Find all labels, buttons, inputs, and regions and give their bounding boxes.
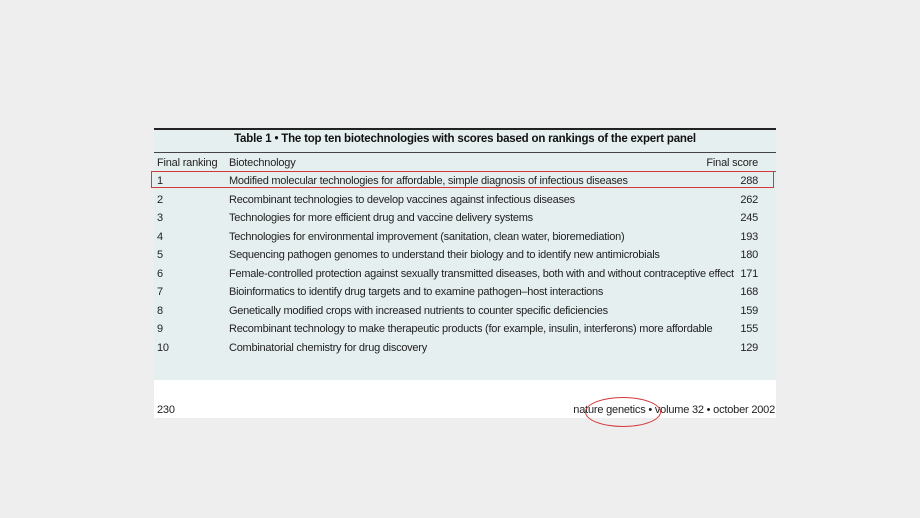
table-row bbox=[154, 321, 776, 339]
journal-name: nature genetics bbox=[573, 404, 646, 416]
row-technology: Recombinant technology to make therapeutic products (for example, insulin, interferons) more affordable bbox=[229, 323, 713, 335]
row-score: 159 bbox=[740, 304, 758, 317]
table-row bbox=[154, 266, 776, 284]
row-technology: Technologies for environmental improvement (sanitation, clean water, bioremediation) bbox=[229, 230, 625, 243]
header-final-ranking: Final ranking bbox=[157, 157, 218, 169]
row-rank: 6 bbox=[157, 267, 163, 280]
row-technology: Combinatorial chemistry for drug discovery bbox=[229, 341, 427, 354]
table-row bbox=[154, 229, 776, 247]
journal-highlight-annotation bbox=[585, 397, 661, 427]
row-score: 288 bbox=[740, 175, 758, 187]
row-rank: 7 bbox=[157, 286, 163, 298]
row-score: 245 bbox=[740, 212, 758, 224]
row-highlight-annotation bbox=[151, 171, 774, 188]
table-panel bbox=[154, 128, 776, 380]
table-row bbox=[154, 303, 776, 321]
row-rank: 3 bbox=[157, 212, 163, 224]
table-row bbox=[154, 284, 776, 302]
row-score: 193 bbox=[740, 230, 758, 243]
row-technology: Bioinformatics to identify drug targets and to examine pathogen–host interactions bbox=[229, 286, 604, 298]
row-score: 262 bbox=[740, 193, 758, 206]
table-row bbox=[154, 247, 776, 265]
row-score: 129 bbox=[740, 341, 758, 354]
row-rank: 2 bbox=[157, 193, 163, 206]
row-rank: 1 bbox=[157, 175, 163, 187]
table-row bbox=[154, 192, 776, 210]
title-divider bbox=[154, 152, 776, 153]
row-rank: 5 bbox=[157, 249, 163, 261]
header-final-score: Final score bbox=[706, 157, 758, 169]
row-score: 168 bbox=[740, 286, 758, 298]
table-row bbox=[154, 210, 776, 228]
row-score: 155 bbox=[740, 323, 758, 335]
table-title: Table 1 • The top ten biotechnologies with scores based on rankings of the expert panel bbox=[234, 133, 696, 145]
row-technology: Sequencing pathogen genomes to understand their biology and to identify new antimicrobials bbox=[229, 249, 660, 261]
row-rank: 4 bbox=[157, 230, 163, 243]
row-rank: 10 bbox=[157, 341, 169, 354]
row-technology: Female-controlled protection against sexually transmitted diseases, both with and without contraceptive effect bbox=[229, 267, 734, 280]
header-biotechnology: Biotechnology bbox=[229, 157, 296, 169]
row-technology: Modified molecular technologies for affordable, simple diagnosis of infectious diseases bbox=[229, 175, 628, 187]
row-technology: Technologies for more efficient drug and vaccine delivery systems bbox=[229, 212, 533, 224]
row-technology: Recombinant technologies to develop vaccines against infectious diseases bbox=[229, 193, 575, 206]
table-row bbox=[154, 340, 776, 358]
row-rank: 8 bbox=[157, 304, 163, 317]
row-score: 180 bbox=[740, 249, 758, 261]
row-score: 171 bbox=[740, 267, 758, 280]
journal-issue: • volume 32 • october 2002 bbox=[645, 404, 775, 416]
row-rank: 9 bbox=[157, 323, 163, 335]
row-technology: Genetically modified crops with increased nutrients to counter specific deficiencies bbox=[229, 304, 608, 317]
page-number: 230 bbox=[157, 404, 175, 416]
